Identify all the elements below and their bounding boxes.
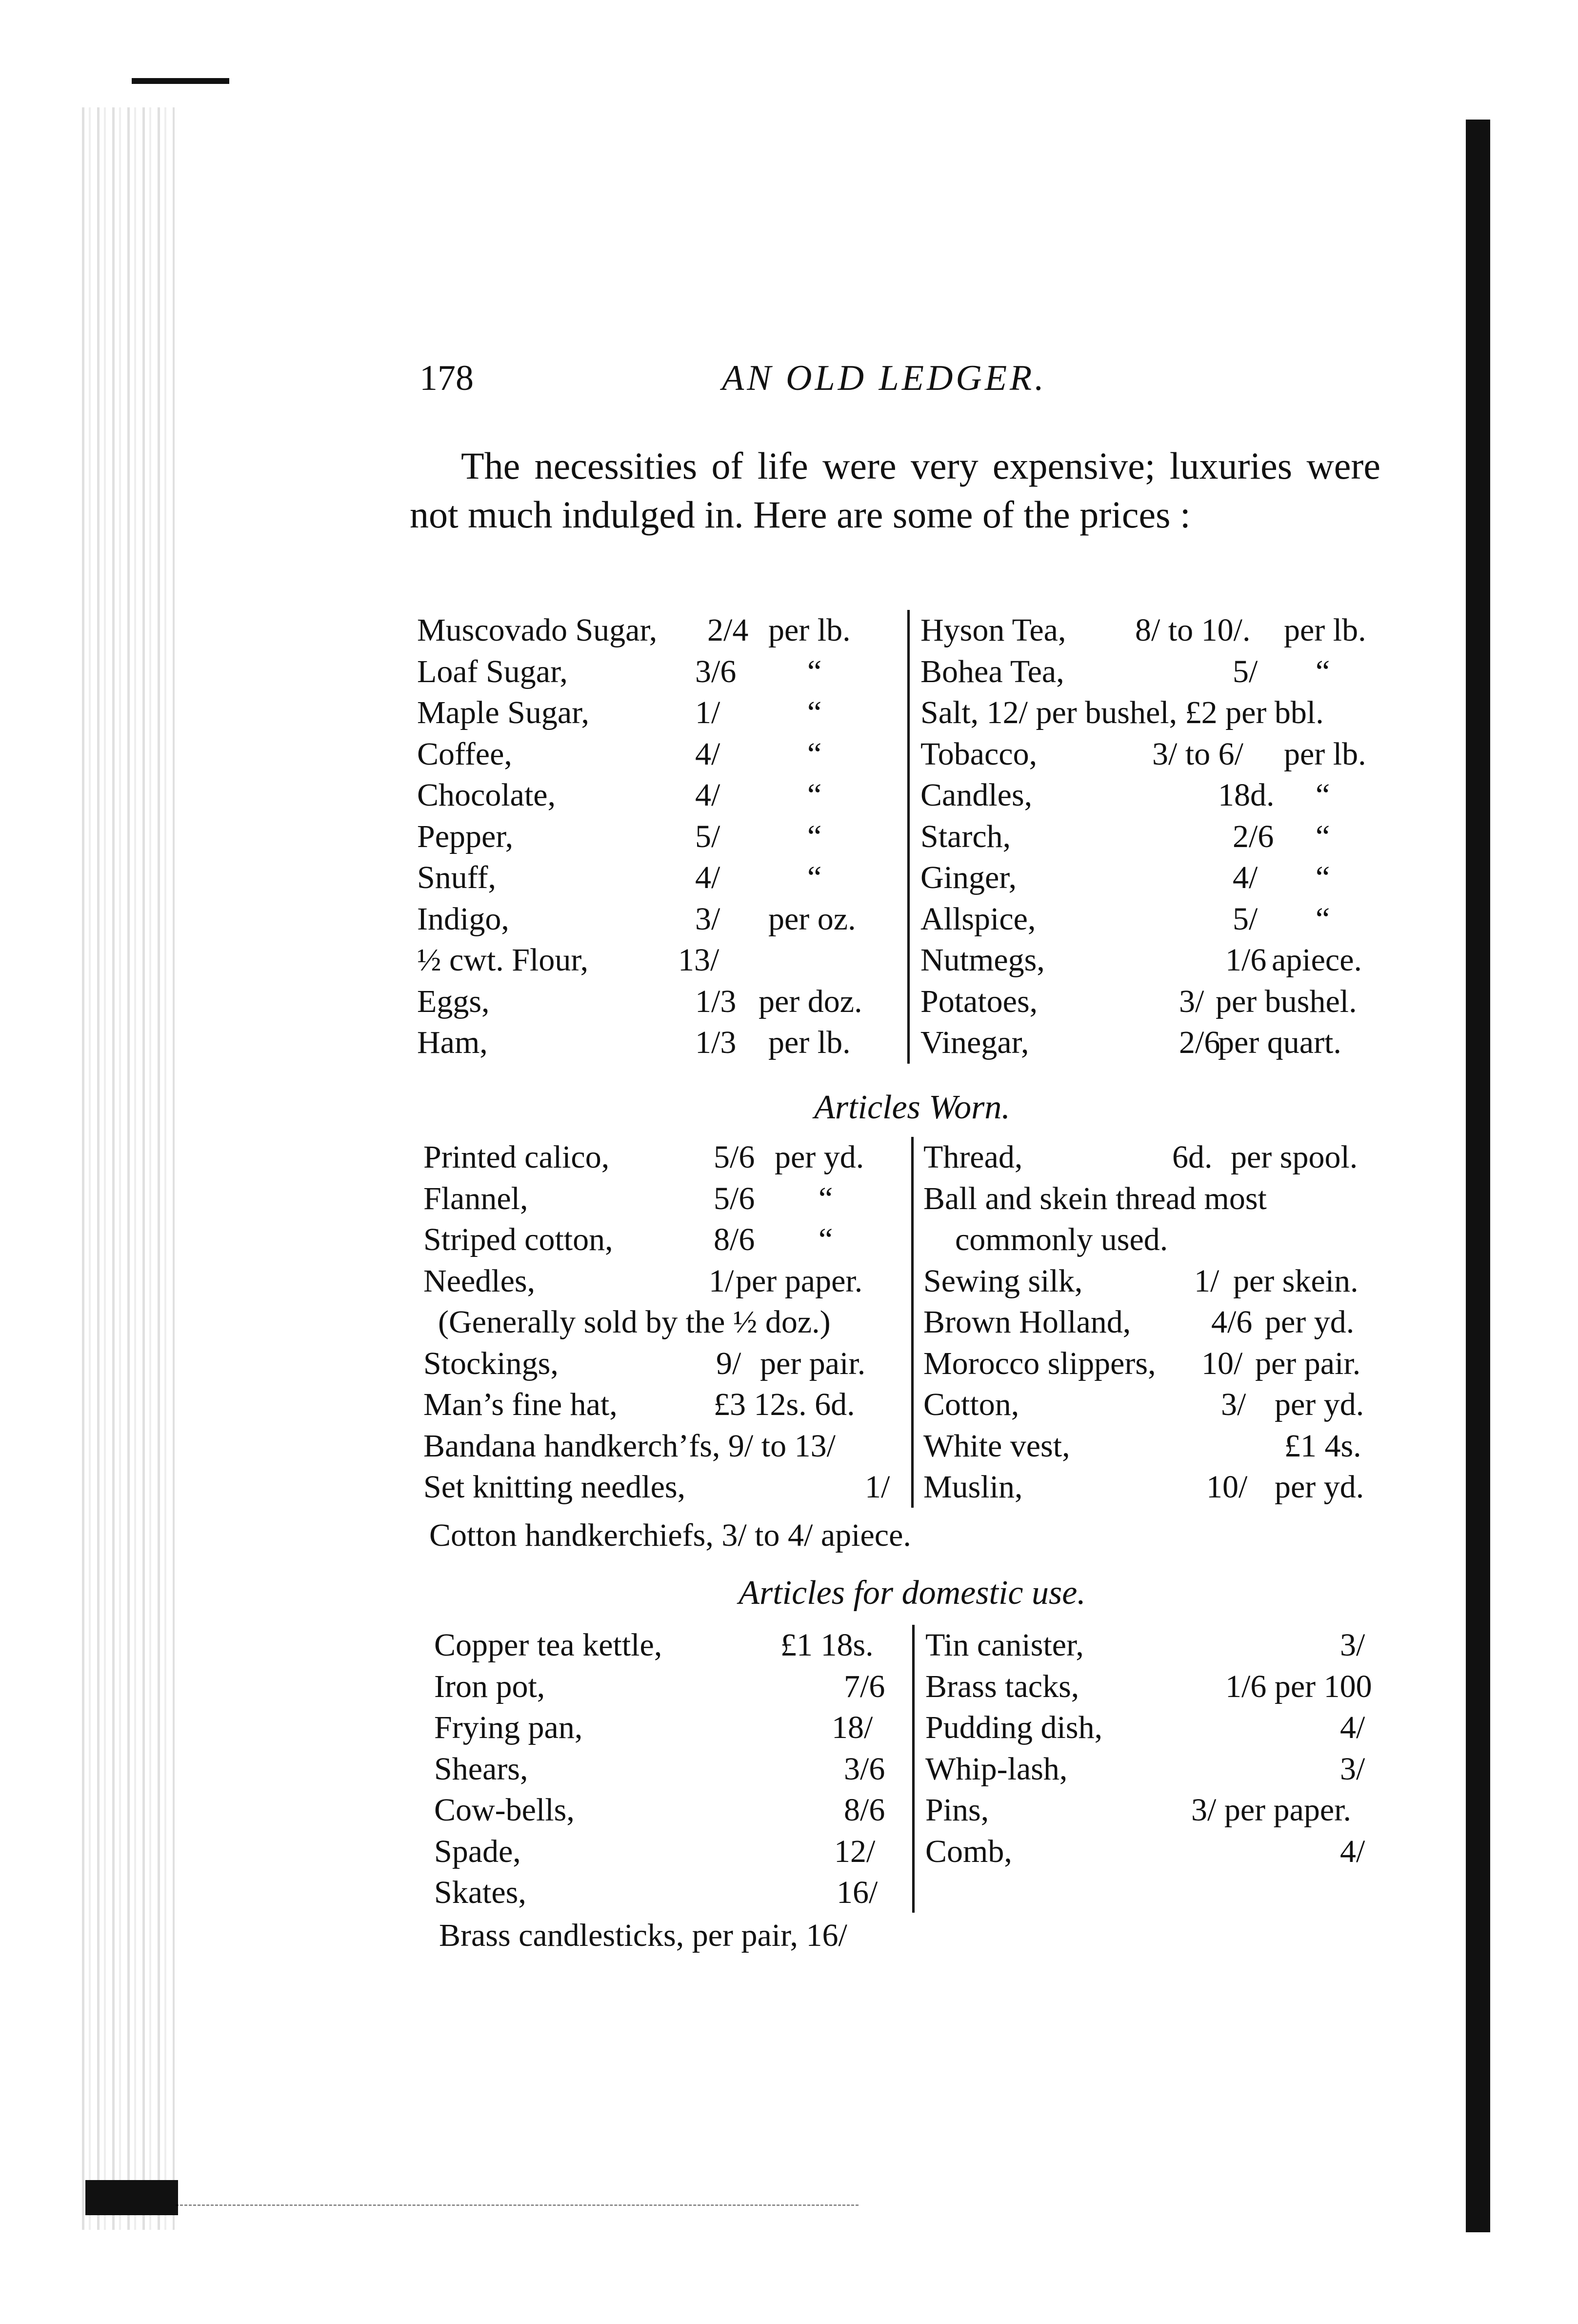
bottom-dashed-edge [176,2204,859,2207]
domestic-footer-line: Brass candlesticks, per pair, 16/ [439,1918,847,1953]
table-row: Morocco slippers, 10/ per pair. [923,1345,1361,1381]
table-row: Brass tacks, 1/6 per 100 [925,1668,1372,1704]
table-row: Pudding dish, 4/ [925,1710,1365,1745]
table-row: Stockings, 9/ per pair. [423,1345,866,1381]
table-row: Brown Holland, 4/6 per yd. [923,1304,1355,1340]
table-row: Hyson Tea, 8/ to 10/. per lb. [920,612,1366,648]
table-row: Printed calico, 5/6 per yd. [423,1139,864,1175]
table-row: Copper tea kettle, £1 18s. [434,1627,874,1663]
table-row: Comb, 4/ [925,1833,1365,1869]
table-row: Snuff, 4/ “ [417,860,822,895]
table-row: Man’s fine hat, £3 12s. 6d. [423,1387,855,1422]
table-row: (Generally sold by the ½ doz.) [438,1304,831,1340]
table-row: Pins, 3/ per paper. [925,1792,1352,1828]
table-row: Potatoes, 3/ per bushel. [920,983,1357,1019]
table-row: Ginger, 4/ “ [920,860,1330,895]
table-row: ½ cwt. Flour, 13/ [417,942,719,978]
table-row: Skates, 16/ [434,1875,878,1910]
table-row: Salt, 12/ per bushel, £2 per bbl. [920,695,1324,730]
domestic-left-column [434,1625,917,1914]
food-left-column [417,610,910,1064]
table-row: Eggs, 1/3 per doz. [417,983,862,1019]
worn-footer-line: Cotton handkerchiefs, 3/ to 4/ apiece. [429,1517,911,1553]
page-binding-rule [1466,120,1490,2232]
domestic-right-column [912,1625,1400,1913]
page-number: 178 [419,358,474,398]
table-row: Coffee, 4/ “ [417,736,822,772]
caption-domestic-use: Articles for domestic use. [739,1574,1086,1612]
worn-right-column [911,1137,1399,1508]
table-row: Ham, 1/3 per lb. [417,1025,851,1060]
scanned-page-edge [82,107,175,2230]
worn-left-column [423,1137,916,1508]
table-row: Pepper, 5/ “ [417,818,822,854]
table-row: Indigo, 3/ per oz. [417,901,856,937]
table-row: Frying pan, 18/ [434,1710,873,1745]
table-row: Flannel, 5/6 “ [423,1180,833,1216]
table-row: Muscovado Sugar, 2/4 per lb. [417,612,851,648]
intro-paragraph: The necessities of life were very expensive; luxuries were not much indulged in. Here are some of the prices : [410,445,1380,536]
table-row: Cotton, 3/ per yd. [923,1387,1364,1422]
table-row: Nutmegs, 1/6 apiece. [920,942,1362,978]
table-row: White vest, £1 4s. [923,1428,1361,1464]
food-right-column [907,610,1390,1064]
table-row: Set knitting needles, 1/ [423,1469,890,1505]
table-row: Loaf Sugar, 3/6 “ [417,653,822,689]
table-row: Thread, 6d. per spool. [923,1139,1358,1175]
table-row: Ball and skein thread most [923,1180,1267,1216]
table-row: Cow-bells, 8/6 [434,1792,885,1828]
caption-articles-worn: Articles Worn. [814,1089,1010,1126]
running-head: AN OLD LEDGER. [722,358,1047,398]
table-row: Starch, 2/6 “ [920,818,1330,854]
table-row: Allspice, 5/ “ [920,901,1330,937]
table-row: Chocolate, 4/ “ [417,777,822,813]
table-row: Maple Sugar, 1/ “ [417,695,822,730]
table-row: Needles, 1/ per paper. [423,1263,863,1299]
table-row: Striped cotton, 8/6 “ [423,1222,833,1257]
table-row: Iron pot, 7/6 [434,1668,885,1704]
table-row: Shears, 3/6 [434,1751,885,1787]
scan-mark-top [132,78,229,84]
table-row: Muslin, 10/ per yd. [923,1469,1364,1505]
scan-mark-bottom [85,2180,178,2215]
table-row: commonly used. [955,1222,1168,1257]
table-row: Spade, 12/ [434,1833,876,1869]
table-row: Vinegar, 2/6 per quart. [920,1025,1341,1060]
table-row: Candles, 18d. “ [920,777,1330,813]
table-row: Tobacco, 3/ to 6/ per lb. [920,736,1366,772]
table-row: Whip-lash, 3/ [925,1751,1365,1787]
table-row: Sewing silk, 1/ per skein. [923,1263,1358,1299]
table-row: Tin canister, 3/ [925,1627,1365,1663]
table-row: Bandana handkerch’fs, 9/ to 13/ [423,1428,836,1464]
table-row: Bohea Tea, 5/ “ [920,653,1330,689]
